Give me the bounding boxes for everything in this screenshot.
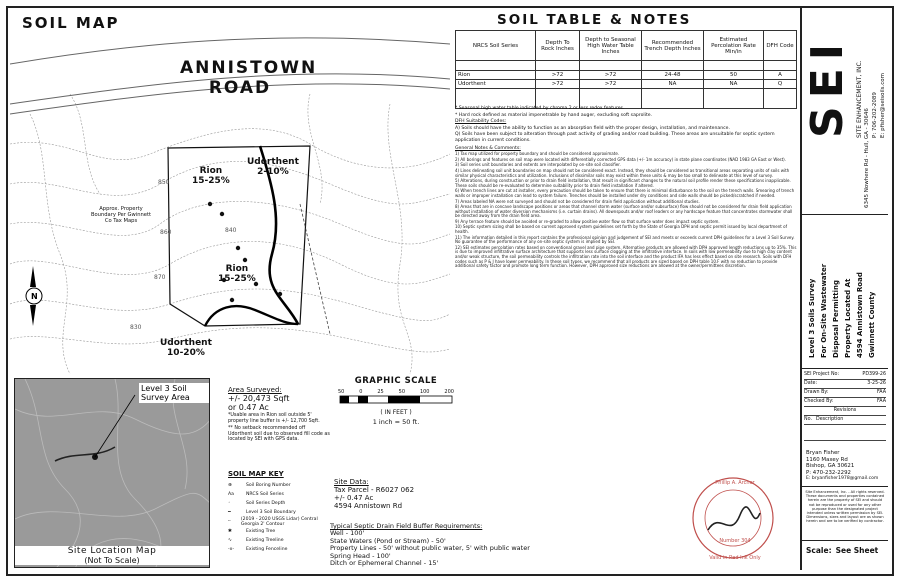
- contour-label: 840: [225, 227, 237, 234]
- area-title: Area Surveyed:: [228, 386, 282, 394]
- dfh-code-q: Q) Soils have been subject to alteration through past activity of grading and/or road building. These areas are unsuitable for septic system application in current conditions.: [455, 132, 775, 143]
- series-icon: Aa: [228, 492, 234, 497]
- key-item: Soil Boring Number: [246, 483, 291, 488]
- company-email: E: pfisher@seisoils.com: [880, 73, 886, 138]
- buffer-item: Spring Head - 100': [330, 551, 391, 560]
- table-row: Udorthent >72 >72 NA NA Q: [456, 80, 797, 89]
- table-header-row: [456, 31, 797, 61]
- key-title: SOIL MAP KEY: [228, 470, 284, 478]
- site-location-map: [14, 378, 210, 568]
- table-header: NRCS Soil Series: [456, 31, 536, 61]
- company-phone: P: 706-202-2089: [872, 92, 878, 138]
- company-address: 6345 Nowhere Rd - Hull, GA - 30646: [864, 108, 870, 208]
- general-note: 10) Septic system sizing shall be based on current approved system guidelines set forth by the State of Georgia DPH and septic permit issued by local department of health.: [455, 224, 787, 235]
- contour-label: 870: [154, 274, 166, 281]
- area-acres: or 0.47 Ac: [228, 403, 269, 412]
- seal-number: Number 304: [719, 538, 751, 544]
- buffer-item: Property Lines - 50' without public water, 5' with public water: [330, 544, 530, 552]
- area-sqft: +/- 20,473 Sqft: [228, 394, 290, 403]
- seal-name: Phillip A. Archer: [715, 480, 755, 486]
- contour-label: 830: [130, 324, 142, 331]
- scale-units: ( IN FEET ): [380, 409, 412, 416]
- contour-label: 850: [158, 179, 170, 186]
- boring-icon: ⊕: [228, 483, 232, 488]
- company-full-name: SITE ENHANCEMENT, INC.: [856, 60, 863, 138]
- road-name: ANNISTOWN ROAD: [180, 58, 318, 98]
- location-callout: Level 3 Soil Survey Area: [139, 383, 209, 403]
- site-data: [334, 478, 454, 510]
- graphic-scale: GRAPHIC SCALE 50 0 25 50 100 200 ( IN FEET ) 1 inch = 50 ft.: [336, 376, 456, 446]
- revisions-label: Revisions: [804, 407, 886, 416]
- site-address: 4594 Annistown Rd: [334, 502, 403, 510]
- table-row: [456, 61, 797, 71]
- contour-label: 860: [160, 229, 172, 236]
- contour-icon: ╌: [228, 519, 231, 524]
- area-surveyed: [228, 386, 330, 443]
- key-item: Existing Treeline: [246, 538, 284, 543]
- scale-label: Scale:: [806, 546, 832, 555]
- soil-unit-udorthent-1: Udorthent 2-10%: [247, 157, 299, 177]
- date-value: 3-25-26: [867, 381, 886, 386]
- general-note: 6) When trench lines are cut at installer, every precaution should be taken to ensure that there is minimal disturbance to the soil on the trench walls. Smearing of trench walls or improper installation can lead to system failure. Trenches should be installed under dry conditions and side walls should be picked/scratched if needed.: [455, 188, 795, 198]
- note-hard-rock: * Hard rock defined as material impenetrable by hand auger, excluding soft saprolite.: [455, 112, 653, 118]
- buffer-requirements: [330, 522, 580, 568]
- graphic-scale-title: GRAPHIC SCALE: [354, 376, 438, 386]
- rev-no-label: No.: [804, 417, 812, 422]
- buffer-title: Typical Septic Drain Field Buffer Requirements:: [330, 522, 483, 530]
- key-item: Existing Fenceline: [246, 547, 288, 552]
- table-header: DFH Code: [764, 31, 797, 61]
- scale-value: See Sheet: [835, 546, 879, 555]
- company-logo: SEI: [802, 35, 853, 138]
- general-note: 8) Areas that are in concave landscape positions or areas that channel storm water (surface and/or subsurface) flow should not be considered for drain field application without installation of water diversion mechanisms (i.e. curtain drains). All downspouts and/or roof leaders or any hardscape feature that concentrates stormwater shall be directed away from the drain field area.: [455, 204, 793, 219]
- soil-unit-rion-2: Rion 15-25%: [218, 264, 256, 284]
- buffer-item: Well - 100': [330, 529, 365, 537]
- north-arrow-icon: [26, 266, 42, 326]
- dfh-title: DFH Suitability Codes:: [455, 119, 507, 125]
- general-note: 5) Alterations, during construction or prior to drain field installation, that result in significant changes to the natural soil profile render these specifications inapplicable. These soils should be re-evaluated to determine suitability prior to drain field installation if altered.: [455, 178, 791, 188]
- key-item: Soil Series Depth: [246, 501, 286, 506]
- soil-unit-rion-1: Rion 15-25%: [192, 166, 230, 186]
- buffer-item: Ditch or Ephemeral Channel - 15': [330, 559, 439, 567]
- area-note-2: ** No setback recommended off Udorthent soil due to observed fill code as located by SEI with GPS data.: [228, 426, 330, 443]
- table-header: Depth to Seasonal High Water Table Inches: [580, 31, 642, 61]
- general-notes-title: General Notes & Comments:: [455, 145, 521, 151]
- soil-notes: [455, 106, 797, 270]
- rev-desc-label: Description: [816, 417, 844, 422]
- date-label: Date:: [804, 381, 818, 386]
- property-boundary-note: Approx. Property Boundary Per Gwinnett Co Tax Maps: [90, 206, 152, 224]
- soil-map-key: [228, 470, 328, 554]
- svg-text:N: N: [31, 292, 38, 301]
- general-note: 11) The information detailed in this report contains the professional opinion and judgement of SEI and meets or exceeds current DPH guidelines for a Level 3 Soil Survey. No guarantee of the performance of any on-site septic system is implied by SEI.: [455, 234, 795, 245]
- site-data-title: Site Data:: [334, 478, 369, 486]
- fenceline-icon: -x-: [228, 547, 235, 552]
- soil-table-title: SOIL TABLE & NOTES: [497, 12, 692, 28]
- note-seasonal: * Seasonal high water table indicated by chroma 2 or less redox features.: [455, 106, 625, 111]
- project-no: PD399-26: [862, 372, 886, 377]
- title-block: SEI SITE ENHANCEMENT, INC. 6345 Nowhere Rd - Hull, GA - 30646 P: 706-202-2089 E: pfisher@seisoils.com Level 3 Soils Survey For On-Site Wastewater Disposal Permitting Property Located At 4594 Annistown Road Gwinnett County SEI Project No: PD399-26 Date: 3-25-26 Drawn By: FAA Checked By: FAA Revisions No. Description Bryan Fisher 1160 Maxey Rd Bishop, GA 30621 P: 470-232-2292 E: bryanfisher1978@gmail.com Site Enhancement, Inc. - All rights reserved. These documents and properties contained herein are the property of SEI and should not be reproduced or used for any other purpose than the designated project intended unless written permission by SEI. Dimensions, sizes and layout are as shown herein and are to be verified by contractor. Scale: See Sheet: [800, 8, 888, 570]
- general-note: 3) Soil series unit boundaries and extents are interpolated by on-site soil classifier.: [455, 162, 621, 168]
- general-note: 7) Areas labeled NA were not surveyed and should not be considered for drain field application without additional studies.: [455, 198, 700, 204]
- scale-ratio: 1 inch = 50 ft.: [372, 418, 420, 426]
- table-header: Recommended Trench Depth Inches: [642, 31, 704, 61]
- key-item: NRCS Soil Series: [246, 492, 284, 497]
- site-acres: +/- 0.47 Ac: [334, 494, 374, 502]
- key-item: Level 3 Soil Boundary: [246, 510, 296, 515]
- checked-label: Checked By:: [804, 399, 834, 404]
- depth-icon: ◦: [228, 501, 231, 506]
- soil-boundary-icon: ━: [228, 510, 231, 515]
- location-map-texture: [15, 379, 210, 568]
- general-note: 4) Lines delineating soil unit boundaries on map should not be considered exact. Instead, they should be considered as transitional areas separating units of soils with similar physical characteristics and utilization. Inclusions of dissimilar soils may exist within these units & may be too small to delineate at this level of survey.: [455, 167, 790, 178]
- client-info: Bryan Fisher 1160 Maxey Rd Bishop, GA 30621 P: 470-232-2292 E: bryanfisher1978@gmail.com: [806, 450, 879, 482]
- general-note: 12) SEI estimates percolation rates based on conventional gravel and pipe system. Alternative products are allowed with DPH approved length reductions up to 35%. This is due to improved infiltrative surface architecture that supports less surface clogging at the infiltrative interface. In soils with low permeability due to high clay content and/or weak structure, the soil permeability controls the infiltration rate into the soil interface and the product IFA has less effect based on site research. Soils with DFH codes such as P & J have lower permeability. In these soil types, we recommend that all products are sized based on DPH table 10.F with no reduction to provide additional safety factor and promote long term function. However, DPH approved size reductions are allowed at the owner/permittees discretion.: [455, 244, 797, 269]
- dfh-code-a: A) Soils should have the ability to function as an absorption field with the proper design, installation, and maintenance.: [455, 125, 730, 131]
- key-item: (2019 - 2020 USGS Lidar) Central Georgia 2' Contour: [240, 517, 318, 527]
- location-map-caption: Site Location Map (Not To Scale): [15, 546, 209, 565]
- project-no-label: SEI Project No:: [804, 372, 840, 377]
- tree-icon: ✱: [228, 529, 232, 534]
- professional-seal: [690, 475, 776, 561]
- drawn-label: Drawn By:: [804, 390, 829, 395]
- table-header: Estimated Percolation Rate Min/in: [704, 31, 764, 61]
- area-note: *Usable area in Rion soil outside 5' property line buffer is +/- 12,700 Sqft.: [228, 413, 320, 424]
- general-note: 2) All borings and features on soil map were located with differentially corrected GPS data (+/- 1m accuracy) in state plane coordinates (NAD 1983 GA East or West).: [455, 156, 787, 162]
- checked-value: FAA: [876, 399, 886, 404]
- soil-table: [455, 30, 797, 109]
- table-header: Depth To Rock Inches: [536, 31, 580, 61]
- buffer-item: State Waters (Pond or Stream) - 50': [330, 536, 446, 545]
- key-item: Existing Tree: [246, 529, 276, 534]
- general-note: 1) Tax map utilized for property boundary and should be considered approximate.: [455, 151, 620, 157]
- seal-valid-text: Valid in Red Ink Only: [709, 555, 761, 561]
- disclaimer: Site Enhancement, Inc. - All rights reserved. These documents and properties contained herein are the property of SEI and should not be reproduced or used for any other purpose than the designated project intended unless written permission by SEI. Dimensions, sizes and layout are as shown herein and are to be verified by contractor.: [805, 490, 885, 524]
- drawn-value: FAA: [876, 390, 886, 395]
- table-row: Rion >72 >72 24-48 50 A: [456, 71, 797, 80]
- site-parcel: Tax Parcel - R6027 062: [334, 486, 415, 494]
- scale-bar: [336, 395, 456, 405]
- soil-unit-udorthent-2: Udorthent 10-20%: [160, 338, 212, 358]
- general-note: 9) Any terrace feature should be avoided or re-graded to allow positive water flow so that surface water does impact septic system.: [455, 218, 720, 224]
- soil-map-title: SOIL MAP: [22, 14, 120, 32]
- treeline-icon: ∿: [228, 538, 232, 543]
